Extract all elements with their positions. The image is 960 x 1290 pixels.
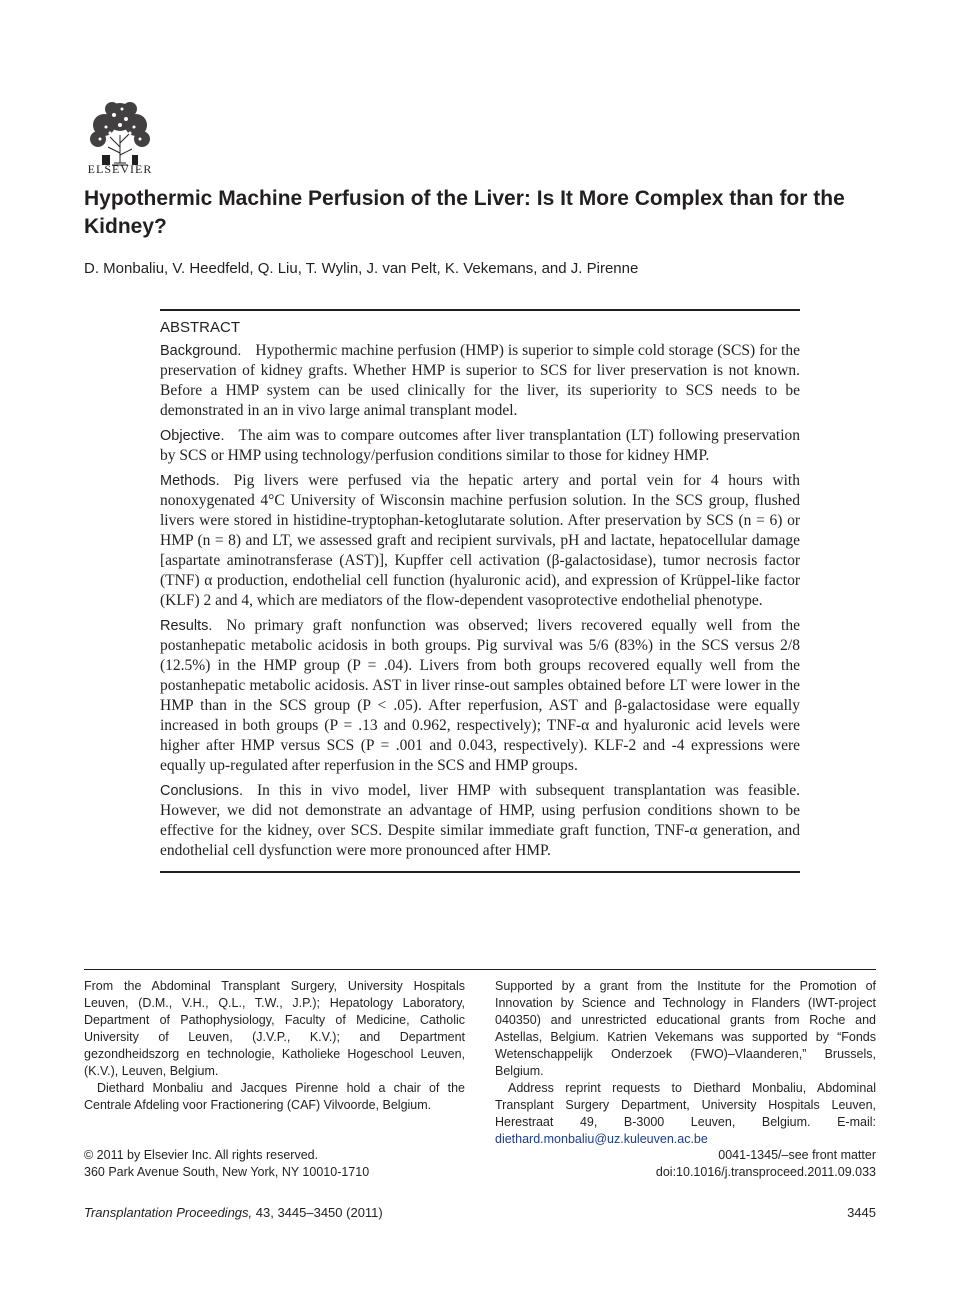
funding-note: Supported by a grant from the Institute for the Promotion of Innovation by Science and Technology in Flanders (IWT-project 040350) and unrestricted educational grants from Roche and Astellas, Belgium. Katrien Vekemans was supported by “Fonds Wetenschappelijk Onderzoek (FWO)–Vlaanderen,” Brussels, Belgium. xyxy=(495,979,876,1078)
section-label: Results. xyxy=(160,618,213,634)
section-text: No primary graft nonfunction was observed; livers recovered equally well from the postanhepatic metabolic acidosis in both groups. Pig survival was 5/6 (83%) in the SCS versus 2/8 (12.5%) in the HMP group (P = .04). Livers from both groups recovered equally well from the postanhepatic metabolic acidosis. AST in liver rinse-out samples obtained before LT were lower in the HMP than in the SCS group (P < .05). After reperfusion, AST and β-galactosidase were equally increased in both groups (P = .13 and 0.962, respectively); TNF-α and hyaluronic acid levels were higher after HMP versus SCS (P = .001 and 0.043, respectively). KLF-2 and -4 expressions were equally up-regulated after reperfusion in the SCS and HMP groups. xyxy=(160,617,800,774)
identifier-block xyxy=(476,1147,876,1181)
affiliation-note: From the Abdominal Transplant Surgery, University Hospitals Leuven, (D.M., V.H., Q.L., T.W., J.P.); Hepatology Laboratory, Department of Pathophysiology, Faculty of Medicine, Catholic University of Leuven, (J.V.P., K.V.); and Department gezondheidszorg en technologie, Katholieke Hogeschool Leuven, (K.V.), Leuven, Belgium. xyxy=(84,979,465,1078)
section-text: Hypothermic machine perfusion (HMP) is superior to simple cold storage (SCS) for the preservation of kidney grafts. Whether HMP is superior to SCS for liver preservation is not known. Before a HMP system can be used clinically for the liver, its superiority to SCS needs to be demonstrated in an in vivo large animal transplant model. xyxy=(160,342,800,419)
abstract-top-rule xyxy=(160,309,800,311)
reprint-note xyxy=(495,1080,876,1148)
section-label: Methods. xyxy=(160,473,220,489)
abstract-conclusions xyxy=(160,781,800,861)
section-label: Conclusions. xyxy=(160,783,244,799)
section-text: Pig livers were perfused via the hepatic artery and portal vein for 4 hours with nonoxygenated 4°C University of Wisconsin machine perfusion solution. In the SCS group, flushed livers were stored in histidine-tryptophan-ketoglutarate solution. After preservation by SCS (n = 6) or HMP (n = 8) and LT, we assessed graft and recipient survivals, pH and lactate, hepatocellular damage [aspartate aminotransferase (AST)], Kupffer cell activation (β-galactosidase), tumor necrosis factor (TNF) α production, endothelial cell function (hyaluronic acid), and expression of Krüppel-like factor (KLF) 2 and 4, which are mediators of the flow-dependent vasoprotective endothelial phenotype. xyxy=(160,472,800,609)
copyright-line: © 2011 by Elsevier Inc. All rights reserved. xyxy=(84,1148,319,1162)
abstract-heading: ABSTRACT xyxy=(160,319,241,336)
journal-name: Transplantation Proceedings, xyxy=(84,1205,253,1220)
section-text: In this in vivo model, liver HMP with subsequent transplantation was feasible. However, we did not demonstrate an advantage of HMP, using perfusion conditions shown to be effective for the kidney, over SCS. Despite similar immediate graft function, TNF-α generation, and endothelial cell dysfunction were more pronounced after HMP. xyxy=(160,782,800,859)
abstract-bottom-rule xyxy=(160,871,800,873)
doi-line[interactable]: doi:10.1016/j.transproceed.2011.09.033 xyxy=(655,1165,876,1179)
page-number: 3445 xyxy=(847,1205,876,1220)
section-text: The aim was to compare outcomes after liver transplantation (LT) following preservation by SCS or HMP using technology/perfusion conditions similar to those for kidney HMP. xyxy=(160,427,800,464)
publisher-address: 360 Park Avenue South, New York, NY 10010-1710 xyxy=(84,1165,370,1179)
issn-line: 0041-1345/–see front matter xyxy=(718,1148,876,1162)
abstract-objective xyxy=(160,426,800,466)
article-title: Hypothermic Machine Perfusion of the Liver: Is It More Complex than for the Kidney? xyxy=(84,187,845,238)
journal-volume: 43, 3445–3450 (2011) xyxy=(255,1205,383,1220)
abstract-methods xyxy=(160,471,800,611)
email-link[interactable]: diethard.monbaliu@uz.kuleuven.ac.be xyxy=(495,1132,708,1146)
abstract-box xyxy=(160,309,800,873)
abstract-results xyxy=(160,616,800,776)
section-label: Background. xyxy=(160,343,242,359)
copyright-block xyxy=(84,1147,484,1181)
abstract-background xyxy=(160,341,800,421)
author-list: D. Monbaliu, V. Heedfeld, Q. Liu, T. Wylin, J. van Pelt, K. Vekemans, and J. Pirenne xyxy=(84,260,639,277)
footnote-divider xyxy=(84,969,876,970)
journal-citation xyxy=(84,1205,383,1220)
footnote-left-column xyxy=(84,978,465,1114)
section-label: Objective. xyxy=(160,428,225,444)
elsevier-logo-text: ELSEVIER xyxy=(87,162,153,176)
reprint-address: Address reprint requests to Diethard Monbaliu, Abdominal Transplant Surgery Department, University Hospitals Leuven, Herestraat 49, B-3000 Leuven, Belgium. E-mail: xyxy=(495,1081,876,1129)
chair-note: Diethard Monbaliu and Jacques Pirenne hold a chair of the Centrale Afdeling voor Fractionering (CAF) Vilvoorde, Belgium. xyxy=(84,1081,465,1112)
footnote-right-column xyxy=(495,978,876,1148)
